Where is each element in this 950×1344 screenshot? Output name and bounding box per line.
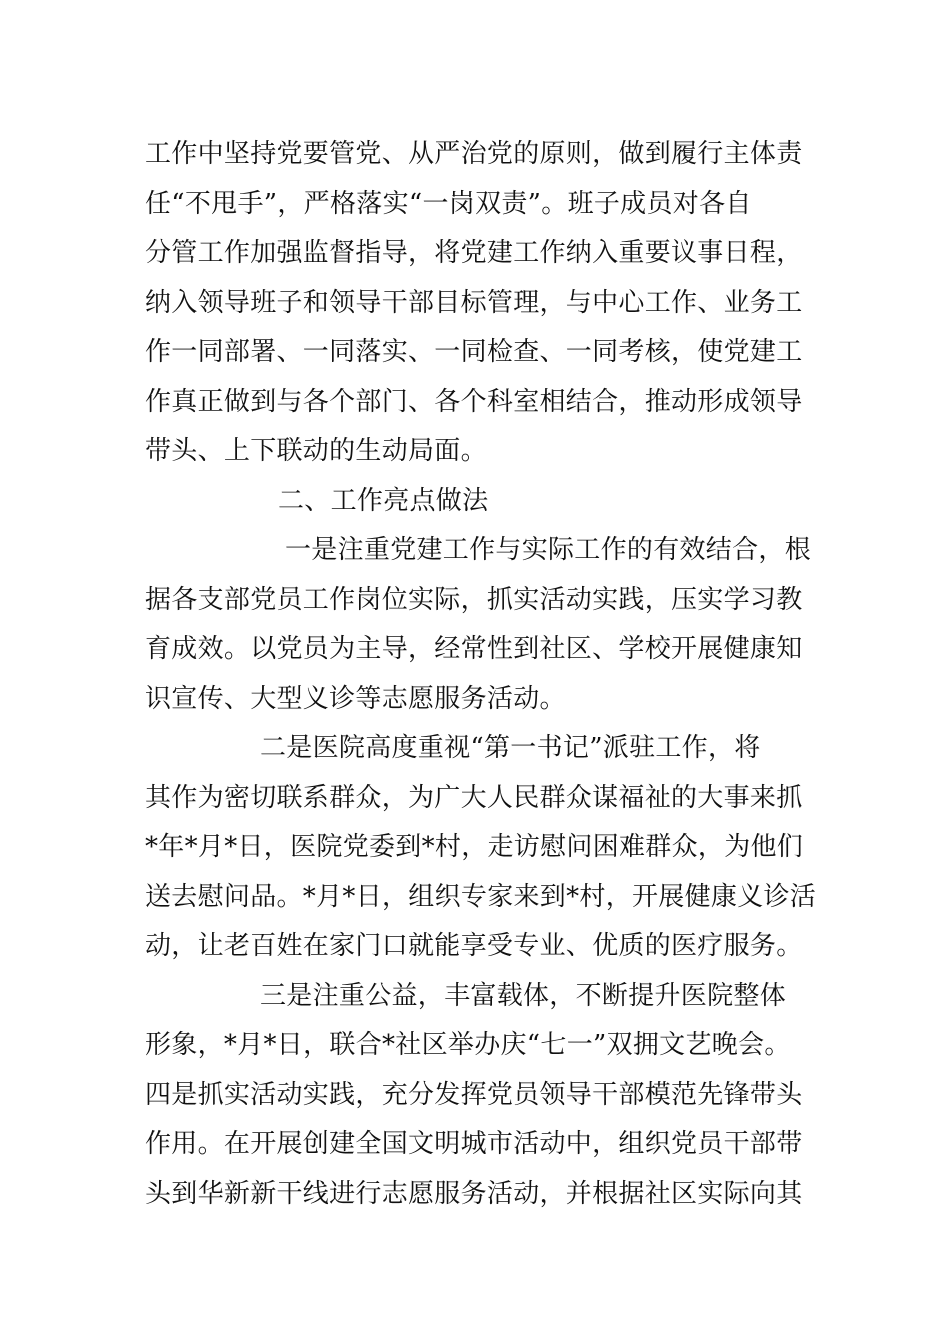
body-line: 作用。在开展创建全国文明城市活动中，组织党员干部带 (145, 1129, 803, 1159)
body-line: 动，让老百姓在家门口就能享受专业、优质的医疗服务。 (145, 931, 803, 961)
body-line: 形象，*月*日，联合*社区举办庆“七一”双拥文艺晚会。 (145, 1030, 791, 1060)
body-line: 育成效。以党员为主导，经常性到社区、学校开展健康知 (145, 634, 803, 664)
body-line: 作一同部署、一同落实、一同检查、一同考核，使党建工 (145, 337, 803, 367)
section-heading: 二、工作亮点做法 (278, 485, 489, 516)
document-body (145, 130, 815, 1219)
body-line: 送去慰问品。*月*日，组织专家来到*村，开展健康义诊活 (145, 881, 817, 912)
body-line: 识宣传、大型义诊等志愿服务活动。 (145, 683, 566, 714)
body-line: 据各支部党员工作岗位实际，抓实活动实践，压实学习教 (145, 584, 803, 615)
body-line: 纳入领导班子和领导干部目标管理，与中心工作、业务工 (145, 287, 803, 318)
body-line: 作真正做到与各个部门、各个科室相结合，推动形成领导 (145, 386, 803, 417)
body-line: 头到华新新干线进行志愿服务活动，并根据社区实际向其 (145, 1178, 803, 1209)
body-line: 工作中坚持党要管党、从严治党的原则，做到履行主体责 (145, 139, 803, 169)
body-line: *年*月*日，医院党委到*村，走访慰问困难群众，为他们 (145, 832, 804, 862)
paragraph-first-line: 三是注重公益，丰富载体，不断提升医院整体 (260, 980, 787, 1011)
body-line: 带头、上下联动的生动局面。 (145, 436, 487, 466)
body-line: 其作为密切联系群众，为广大人民群众谋福祉的大事来抓 (145, 782, 803, 813)
paragraph-first-line: 二是医院高度重视“第一书记”派驻工作，将 (260, 733, 761, 763)
body-line: 任“不甩手”，严格落实“一岗双责”。班子成员对各自 (145, 188, 752, 219)
body-line: 四是抓实活动实践，充分发挥党员领导干部模范先锋带头 (145, 1079, 803, 1110)
paragraph-first-line: 一是注重党建工作与实际工作的有效结合，根 (285, 535, 812, 565)
body-line: 分管工作加强监督指导，将党建工作纳入重要议事日程， (145, 238, 803, 268)
